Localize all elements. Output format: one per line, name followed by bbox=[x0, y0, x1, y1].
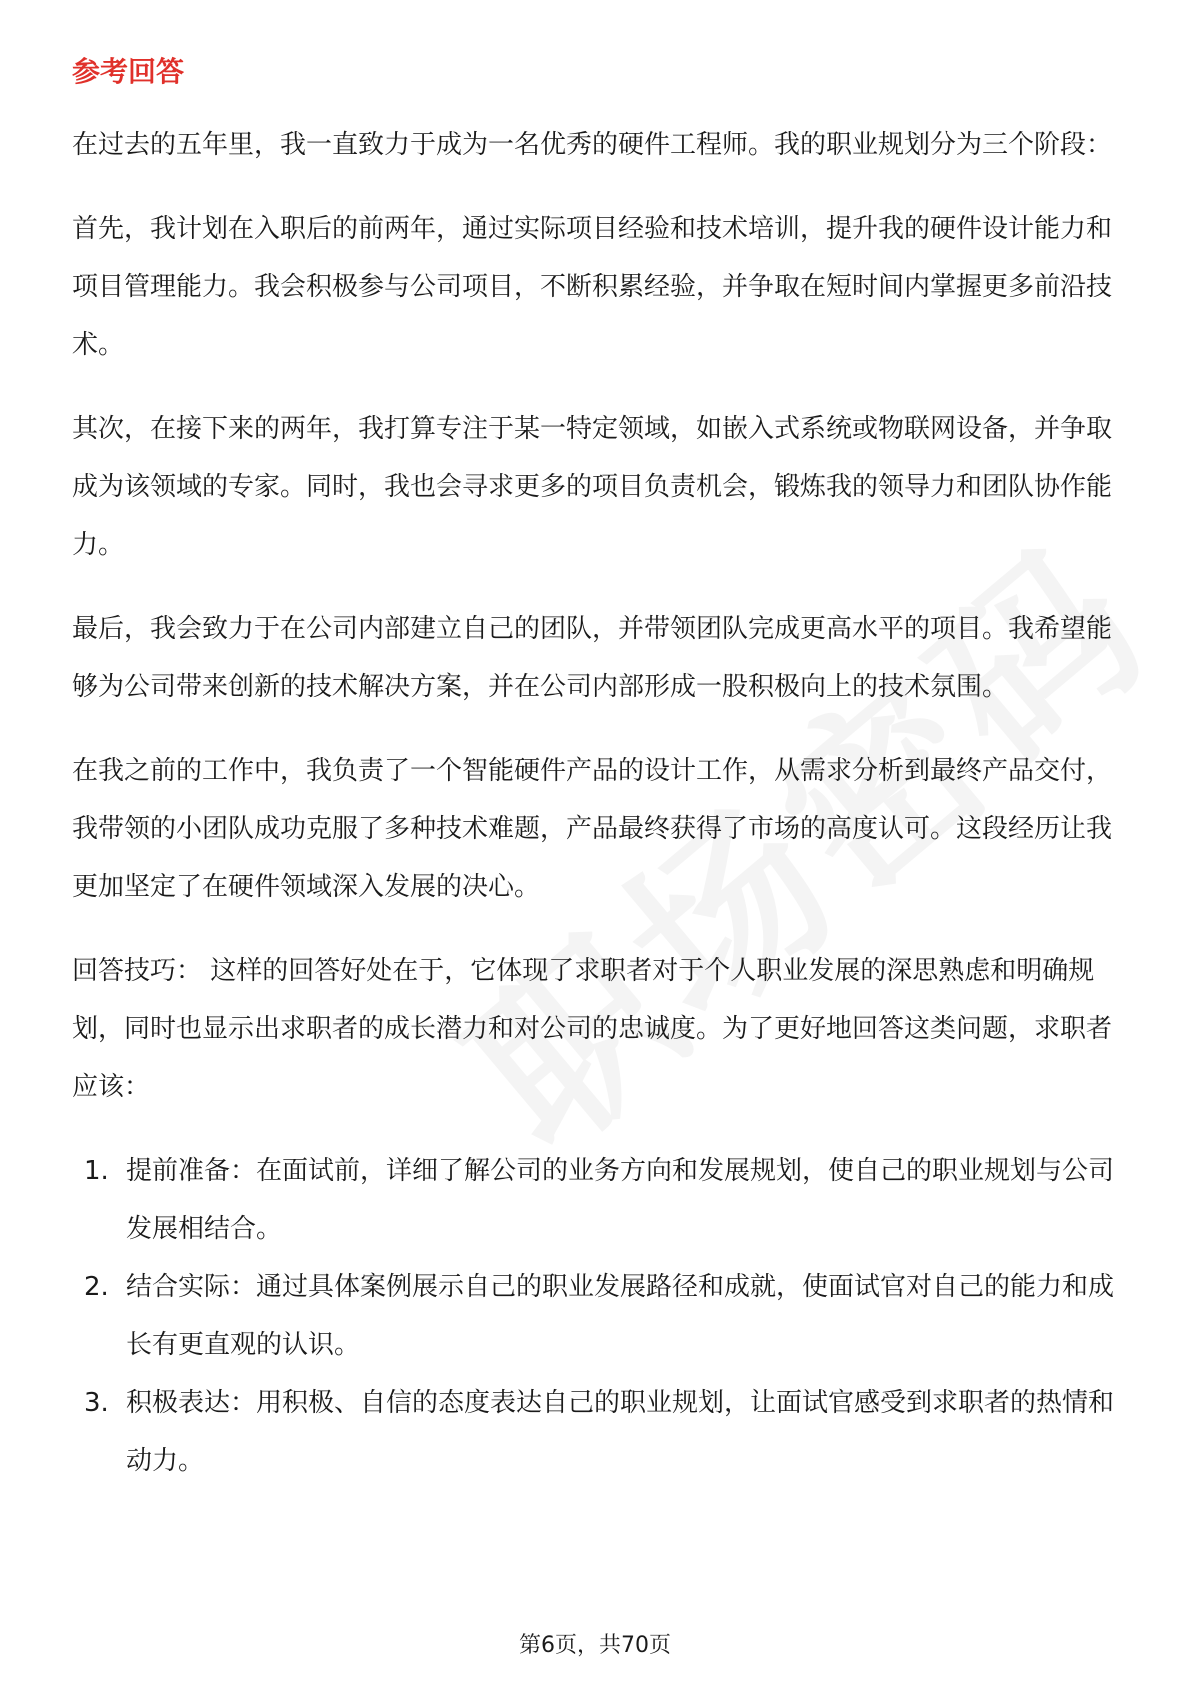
list-item-number: 2. bbox=[84, 1272, 109, 1302]
list-item-number: 3. bbox=[84, 1388, 109, 1418]
list-item bbox=[72, 1258, 1118, 1374]
document-body bbox=[72, 48, 1118, 1490]
list-item bbox=[72, 1374, 1118, 1490]
paragraph-intro: 在过去的五年里，我一直致力于成为一名优秀的硬件工程师。我的职业规划分为三个阶段： bbox=[72, 130, 1113, 160]
list-item-text: 提前准备：在面试前，详细了解公司的业务方向和发展规划，使自己的职业规划与公司发展相结合。 bbox=[126, 1156, 1115, 1244]
paragraph-tips-intro: 回答技巧： 这样的回答好处在于，它体现了求职者对于个人职业发展的深思熟虑和明确规划，同时也显示出求职者的成长潜力和对公司的忠诚度。为了更好地回答这类问题，求职者应该： bbox=[72, 956, 1113, 1102]
list-item-text: 积极表达：用积极、自信的态度表达自己的职业规划，让面试官感受到求职者的热情和动力。 bbox=[126, 1388, 1115, 1476]
list-item-text: 结合实际：通过具体案例展示自己的职业发展路径和成就，使面试官对自己的能力和成长有更直观的认识。 bbox=[126, 1272, 1115, 1360]
list-item-number: 1. bbox=[84, 1156, 109, 1186]
paragraph-experience: 在我之前的工作中，我负责了一个智能硬件产品的设计工作，从需求分析到最终产品交付，我带领的小团队成功克服了多种技术难题，产品最终获得了市场的高度认可。这段经历让我更加坚定了在硬件领域深入发展的决心。 bbox=[72, 756, 1113, 902]
tips-list bbox=[72, 1142, 1118, 1490]
section-heading: 参考回答 bbox=[72, 55, 185, 88]
paragraph-stage-one: 首先，我计划在入职后的前两年，通过实际项目经验和技术培训，提升我的硬件设计能力和项目管理能力。我会积极参与公司项目，不断积累经验，并争取在短时间内掌握更多前沿技术。 bbox=[72, 214, 1113, 360]
list-item bbox=[72, 1142, 1118, 1258]
paragraph-stage-two: 其次，在接下来的两年，我打算专注于某一特定领域，如嵌入式系统或物联网设备，并争取成为该领域的专家。同时，我也会寻求更多的项目负责机会，锻炼我的领导力和团队协作能力。 bbox=[72, 414, 1113, 560]
paragraph-stage-three: 最后，我会致力于在公司内部建立自己的团队，并带领团队完成更高水平的项目。我希望能够为公司带来创新的技术解决方案，并在公司内部形成一股积极向上的技术氛围。 bbox=[72, 614, 1113, 702]
page-number-footer: 第6页，共70页 bbox=[519, 1633, 671, 1658]
